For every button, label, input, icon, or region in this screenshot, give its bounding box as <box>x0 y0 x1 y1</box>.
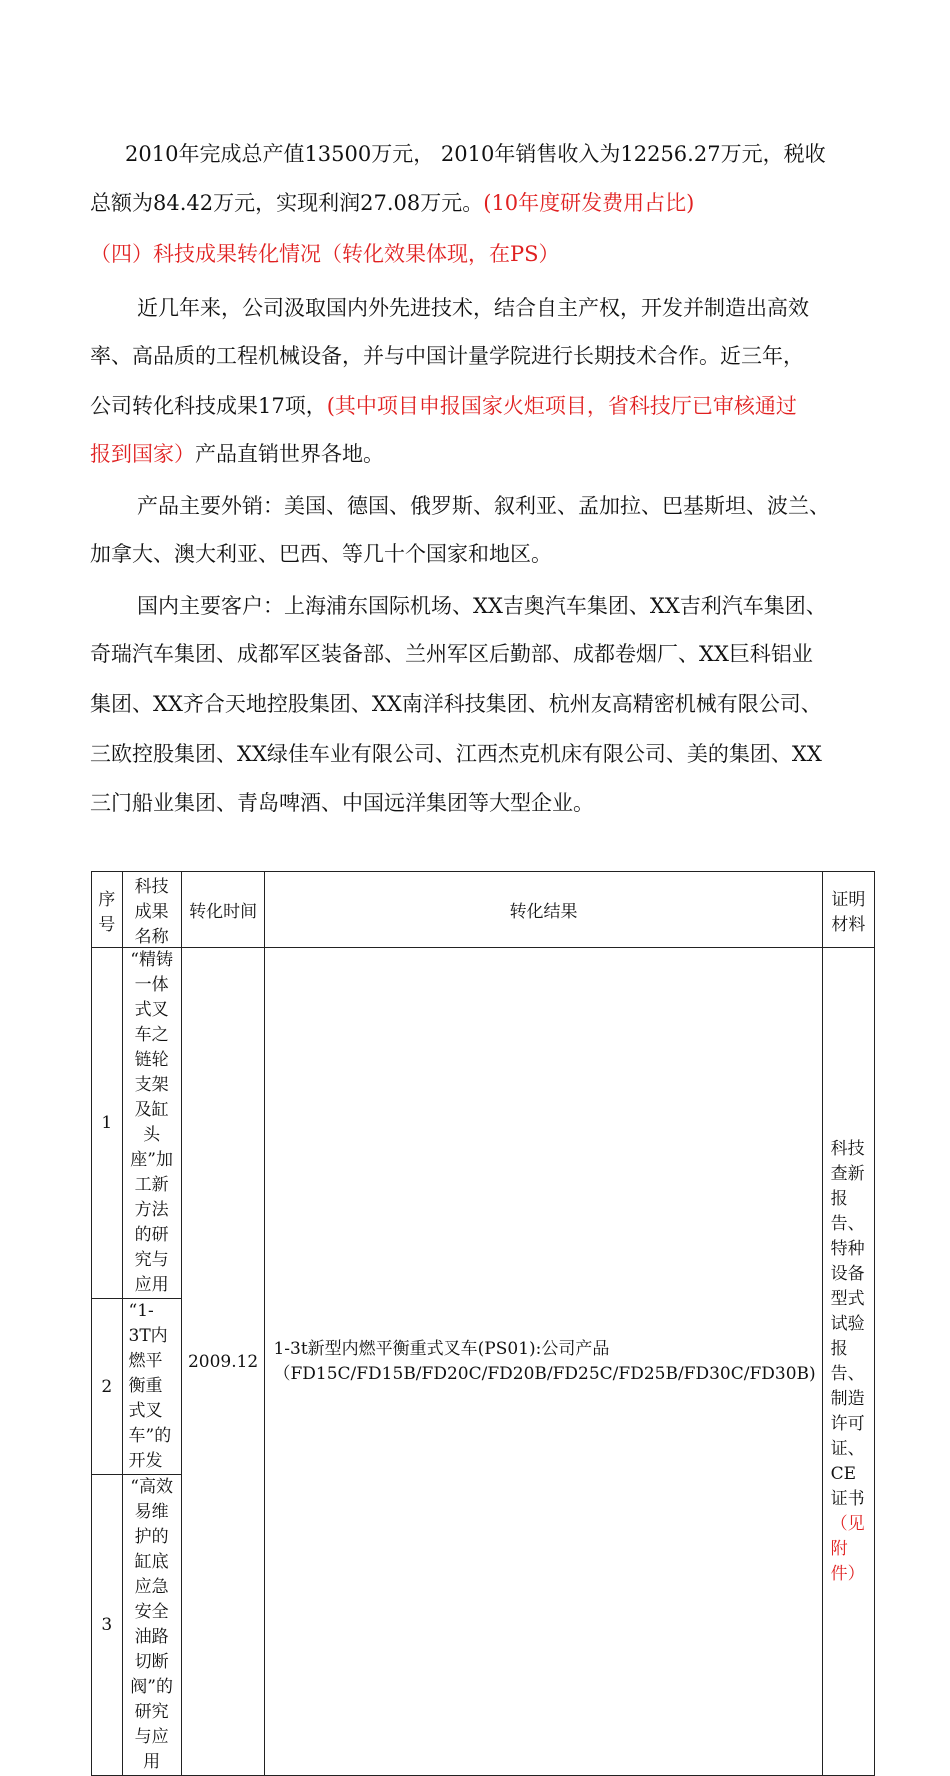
row-name: “高效易维护的缸底应急安全油路切断阀”的研究与应用 <box>122 1475 181 1776</box>
paragraph-tech-line-3 <box>90 390 797 420</box>
red-note-torch: (其中项目申报国家火炬项目，省科技厅已审核通过 <box>326 394 797 418</box>
proof-appendix-note: （见附件） <box>830 1513 865 1584</box>
paragraph-revenue-text: 总额为84.42万元，实现利润27.08万元。 <box>90 191 484 215</box>
paragraph-customers-line-4: 三欧控股集团、XX绿佳车业有限公司、江西杰克机床有限公司、美的集团、XX <box>90 742 822 766</box>
paragraph-revenue-line-1: 2010年完成总产值13500万元， 2010年销售收入为12256.27万元，税收 <box>125 142 826 166</box>
row-no: 3 <box>92 1475 123 1776</box>
paragraph-customers-line-3: 集团、XX齐合天地控股集团、XX南洋科技集团、杭州友高精密机械有限公司、 <box>90 692 822 716</box>
proof-text: 科技查新报告、特种设备型式试验报告、制造许可证、CE证书 <box>830 1138 865 1509</box>
paragraph-export-line-2: 加拿大、澳大利亚、巴西、等几十个国家和地区。 <box>90 542 552 566</box>
row-no: 2 <box>92 1299 123 1475</box>
red-note-rd-ratio: (10年度研发费用占比) <box>483 191 695 215</box>
achievements-table <box>91 871 875 1776</box>
row-no: 1 <box>92 948 123 1299</box>
paragraph-export-line-1: 产品主要外销：美国、德国、俄罗斯、叙利亚、孟加拉、巴基斯坦、波兰、 <box>137 494 830 518</box>
conversion-result: 1-3t新型内燃平衡重式叉车(PS01):公司产品（FD15C/FD15B/FD20C/FD20B/FD25C/FD25B/FD30C/FD30B) <box>265 948 822 1776</box>
red-note-national: 报到国家） <box>90 442 195 466</box>
header-time: 转化时间 <box>181 872 265 948</box>
conversion-time: 2009.12 <box>181 948 265 1776</box>
paragraph-revenue-line-2 <box>90 187 694 217</box>
paragraph-tech-line-2: 率、高品质的工程机械设备，并与中国计量学院进行长期技术合作。近三年， <box>90 344 804 368</box>
header-no: 序号 <box>92 872 123 948</box>
paragraph-customers-line-1: 国内主要客户：上海浦东国际机场、XX吉奥汽车集团、XX吉利汽车集团、 <box>137 594 827 618</box>
section-heading-4: （四）科技成果转化情况（转化效果体现，在PS） <box>90 242 560 266</box>
paragraph-tech-text: 公司转化科技成果17项， <box>90 394 327 418</box>
header-result: 转化结果 <box>265 872 822 948</box>
row-name: “1-3T内燃平衡重式叉车”的开发 <box>122 1299 181 1475</box>
row-name: “精铸一体式叉车之链轮支架及缸头座”加工新方法的研究与应用 <box>122 948 181 1299</box>
paragraph-customers-line-5: 三门船业集团、青岛啤酒、中国远洋集团等大型企业。 <box>90 791 594 815</box>
header-proof: 证明材料 <box>822 872 874 948</box>
paragraph-customers-line-2: 奇瑞汽车集团、成都军区装备部、兰州军区后勤部、成都卷烟厂、XX巨科铝业 <box>90 642 813 666</box>
paragraph-tech-line-1: 近几年来，公司汲取国内外先进技术，结合自主产权，开发并制造出高效 <box>137 296 809 320</box>
proof-materials <box>822 948 874 1776</box>
paragraph-tech-text-end: 产品直销世界各地。 <box>195 442 384 466</box>
paragraph-tech-line-4 <box>90 438 384 468</box>
table-row <box>92 948 875 1299</box>
header-name: 科技成果名称 <box>122 872 181 948</box>
table-header-row <box>92 872 875 948</box>
